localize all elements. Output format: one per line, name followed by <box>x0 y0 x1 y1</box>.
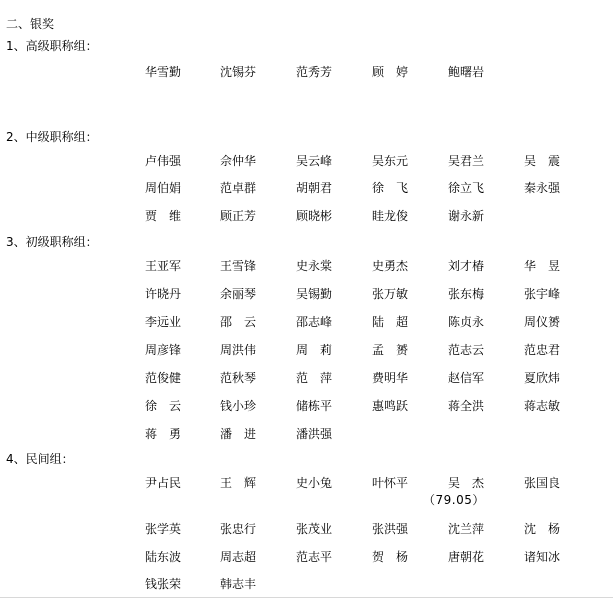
name-cell: 邵 云 <box>220 315 257 329</box>
name-cell: 贾 维 <box>145 209 182 223</box>
name-cell: 周 莉 <box>296 343 333 357</box>
name-cell: 顾正芳 <box>220 209 257 223</box>
name-cell: 张东梅 <box>448 287 485 301</box>
name-cell: 张茂业 <box>296 522 333 536</box>
name-cell: 蒋志敏 <box>524 399 561 413</box>
name-cell: 范忠君 <box>524 343 561 357</box>
name-cell: 范秀芳 <box>296 65 333 79</box>
name-cell: 眭龙俊 <box>372 209 409 223</box>
name-cell: 贺 杨 <box>372 550 409 564</box>
name-cell: 韩志丰 <box>220 577 257 591</box>
name-cell: 诸知冰 <box>524 550 561 564</box>
name-cell: 吴君兰 <box>448 154 485 168</box>
name-cell: 张宇峰 <box>524 287 561 301</box>
name-cell: 惠鸣跃 <box>372 399 409 413</box>
name-cell: 沈锡芬 <box>220 65 257 79</box>
name-cell: 蒋全洪 <box>448 399 485 413</box>
name-cell: 陈贞永 <box>448 315 485 329</box>
name-cell: 叶怀平 <box>372 476 409 490</box>
name-cell: 范志平 <box>296 550 333 564</box>
name-cell: 余丽琴 <box>220 287 257 301</box>
group-label: 4、民间组： <box>6 452 74 466</box>
name-cell: 胡朝君 <box>296 181 333 195</box>
name-cell: 陆 超 <box>372 315 409 329</box>
name-cell: 储栋平 <box>296 399 333 413</box>
name-cell: 陆东波 <box>145 550 182 564</box>
name-cell: 吴东元 <box>372 154 409 168</box>
name-cell: 范俊健 <box>145 371 182 385</box>
name-cell: 范秋琴 <box>220 371 257 385</box>
name-cell: 徐 飞 <box>372 181 409 195</box>
name-cell: 范志云 <box>448 343 485 357</box>
name-cell: 赵信军 <box>448 371 485 385</box>
section-title: 二、银奖 <box>6 17 55 31</box>
name-cell: 周洪伟 <box>220 343 257 357</box>
name-cell: 周仪赟 <box>524 315 561 329</box>
name-cell: 王雪锋 <box>220 259 257 273</box>
name-cell: 许晓丹 <box>145 287 182 301</box>
name-cell: 吴 震 <box>524 154 561 168</box>
group-label: 1、高级职称组： <box>6 39 98 53</box>
name-cell: 费明华 <box>372 371 409 385</box>
name-cell: 顾晓彬 <box>296 209 333 223</box>
name-cell: 史勇杰 <box>372 259 409 273</box>
name-cell: 沈兰萍 <box>448 522 485 536</box>
name-cell: 华雪勤 <box>145 65 182 79</box>
name-cell: 徐 云 <box>145 399 182 413</box>
name-cell: 史小兔 <box>296 476 333 490</box>
name-cell: 蒋 勇 <box>145 427 182 441</box>
name-cell: 周志超 <box>220 550 257 564</box>
name-cell: 沈 杨 <box>524 522 561 536</box>
name-cell: 周伯娟 <box>145 181 182 195</box>
name-cell: 佘仲华 <box>220 154 257 168</box>
name-cell: 张学英 <box>145 522 182 536</box>
name-cell: 邵志峰 <box>296 315 333 329</box>
group-label: 2、中级职称组： <box>6 130 98 144</box>
name-cell: 卢伟强 <box>145 154 182 168</box>
name-cell: 吴 杰 <box>448 476 485 490</box>
name-cell: 吴锡勤 <box>296 287 333 301</box>
name-cell: 孟 赟 <box>372 343 409 357</box>
name-cell: 潘洪强 <box>296 427 333 441</box>
name-cell: 鲍曙岩 <box>448 65 485 79</box>
name-cell: 顾 婷 <box>372 65 409 79</box>
name-cell: 钱小珍 <box>220 399 257 413</box>
name-cell: 刘才椿 <box>448 259 485 273</box>
name-cell: 唐朝花 <box>448 550 485 564</box>
name-cell: 谢永新 <box>448 209 485 223</box>
name-cell: 潘 进 <box>220 427 257 441</box>
name-cell: 尹占民 <box>145 476 182 490</box>
name-cell: 张万敏 <box>372 287 409 301</box>
group-label: 3、初级职称组： <box>6 235 98 249</box>
name-cell: 王 辉 <box>220 476 257 490</box>
name-cell: 周彦锋 <box>145 343 182 357</box>
name-cell: 张洪强 <box>372 522 409 536</box>
name-cell: 华 昱 <box>524 259 561 273</box>
name-cell: 范卓群 <box>220 181 257 195</box>
name-cell: 夏欣炜 <box>524 371 561 385</box>
name-cell: 张忠行 <box>220 522 257 536</box>
name-cell: 史永棠 <box>296 259 333 273</box>
name-cell: 徐立飞 <box>448 181 485 195</box>
name-cell: 秦永强 <box>524 181 561 195</box>
name-cell: 范 萍 <box>296 371 333 385</box>
name-cell: 张国良 <box>524 476 561 490</box>
name-cell: 李远业 <box>145 315 182 329</box>
name-cell: 王亚军 <box>145 259 182 273</box>
name-cell: 钱张荣 <box>145 577 182 591</box>
name-cell: 吴云峰 <box>296 154 333 168</box>
score-note: （79.05） <box>423 493 485 507</box>
